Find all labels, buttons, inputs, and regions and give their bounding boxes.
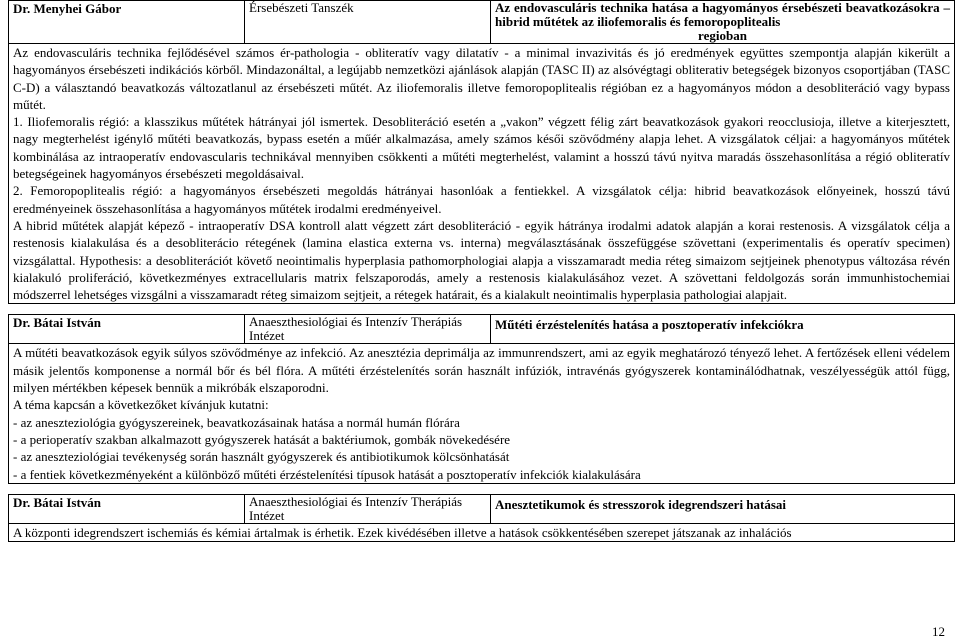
department-name: Anaeszthesiológiai és Intenzív Therápiás Intézet: [245, 494, 491, 523]
research-description: [9, 344, 955, 483]
department-name: Anaeszthesiológiai és Intenzív Therápiás Intézet: [245, 315, 491, 344]
author-name: Dr. Bátai István: [9, 315, 245, 344]
list-item: - az aneszteziológiai tevékenység során használt gyógyszerek és antibiotikumok kölcsönhatását: [13, 449, 510, 465]
department-name: Érsebészeti Tanszék: [245, 1, 491, 44]
paragraph: A hibrid műtétek alapját képező - intraoperatív DSA kontroll alatt végzett zárt desobliteráció - egyik hátránya irodalmi adatok alapján a korai restenosis. A vizsgálatok célja a restenosis kialakulása és a desobliterácio rétegének (lamina elastica externa vs. interna) megválasztásának összefüggése szövettani (experimentalis és operatív specimen) vizsgálattal. Hypothesis: a desobliterációt követő neointimalis hyperplasia pathomorphologiai alapja a visszamaradt media réteg simaizom sejtjeinek phenotypus változása révén kialakuló proliferáció, következményes extracellularis matrix felszaporodás, amely a restenosis kialakulásához vezet. A szövettani feldolgozás során immunhistochemiai módszerrel lehetséges vizsgálni a visszamaradt réteg simaizom sejtjeit, a rétegek határait, és a kialakult neointimalis hyperplasia pathologiai alapjait.: [13, 217, 950, 303]
list-item: - a perioperatív szakban alkalmazott gyógyszerek hatását a baktériumok, gombák növekedésére: [13, 431, 511, 447]
research-title: [491, 1, 955, 44]
title-line: regioban: [698, 28, 747, 43]
list-item: - az aneszteziológia gyógyszereinek, beavatkozásainak hatása a normál humán flórára: [13, 414, 460, 430]
paragraph: A központi idegrendszert ischemiás és kémiai ártalmak is érhetik. Ezek kivédésében illetve a hatások csökkentésében szerepet játszanak az inhalációs: [13, 524, 792, 540]
research-description: [9, 44, 955, 304]
list-item: - a fentiek következményeként a különböző műtéti érzéstelenítési típusok hatását a posztoperatív infekciók kialakulására: [13, 466, 641, 482]
paragraph: 1. Iliofemoralis régió: a klasszikus műtétek hátrányai jól ismertek. Desobliteráció esetén a „vakon” végzett félig zárt beavatkozások gyakori reocclusioja, illetve a kiterjesztett, nagy megterhelést igénylő műtéti beavatkozás, bypass esetén a műér alkalmazása, amely számos késői szövődmény alapja lehet. A vizsgálatok céljai: a hagyományos műtétek kombinálása az intraoperatív endovascularis technikával mennyiben csökkenti a műtéti megterhelést, valamint a hosszú távú nyitva maradás összehasonlítása a régió obliteratív betegségeinek hagyományos érsebészeti megoldásaival.: [13, 114, 954, 182]
paragraph: A téma kapcsán a következőket kívánjuk kutatni:: [13, 397, 269, 413]
entry-batai-1: [8, 314, 955, 483]
author-name: Dr. Bátai István: [9, 494, 245, 523]
page-number: 12: [932, 624, 945, 639]
paragraph: A műtéti beavatkozások egyik súlyos szövődménye az infekció. Az anesztézia deprimálja az immunrendszert, ami az egyik meghatározó tényező lehet. A fertőzések elleni védelem másik jelentős komponense a normál bőr és bél flóra. A műtéti érzéstelenítés során használt infúziók, intravénás gyógyszerek kontaminálódhatnak, veszélyességük attól függ, milyen mértékben képesek bennük a mikróbák elszaporodni.: [13, 345, 950, 396]
research-description: [9, 523, 955, 541]
document-page: [8, 0, 954, 542]
research-title: Anesztetikumok és stresszorok idegrendszeri hatásai: [491, 494, 955, 523]
author-name: Dr. Menyhei Gábor: [9, 1, 245, 44]
research-title: Műtéti érzéstelenítés hatása a posztoperatív infekciókra: [491, 315, 955, 344]
title-line: Az endovasculáris technika hatása a hagyományos érsebészeti beavatkozásokra – hibrid műtétek az iliofemoralis és femoropoplitealis: [495, 0, 950, 29]
paragraph: Az endovasculáris technika fejlődésével számos ér-pathologia - obliteratív vagy dilatatív - a minimal invazivitás és jó eredmények együttes szempontja alapján kikerült a hagyományos érsebészeti indikációs körből. Mindazonáltal, a legújabb nemzetközi ajánlások alapján (TASC II) az alsóvégtagi obliterativ betegségek bizonyos csoportjában (TASC C-D) a választandó beavatkozás változatlanul az érsebészeti műtét. Az iliofemoralis illetve femoropoplitealis régióban ez a hagyományos módon a desobliteráció vagy bypass műtét.: [13, 45, 950, 112]
paragraph: 2. Femoropoplitealis régió: a hagyományos érsebészeti megoldás hátrányai hasonlóak a fentiekkel. A vizsgálatok célja: hibrid beavatkozások előnyeinek, hosszú távú eredményeinek összehasonlítása a hagyományos műtétek irodalmi eredményeivel.: [13, 183, 954, 216]
entry-menyhei: [8, 0, 955, 304]
entry-batai-2: [8, 494, 955, 542]
